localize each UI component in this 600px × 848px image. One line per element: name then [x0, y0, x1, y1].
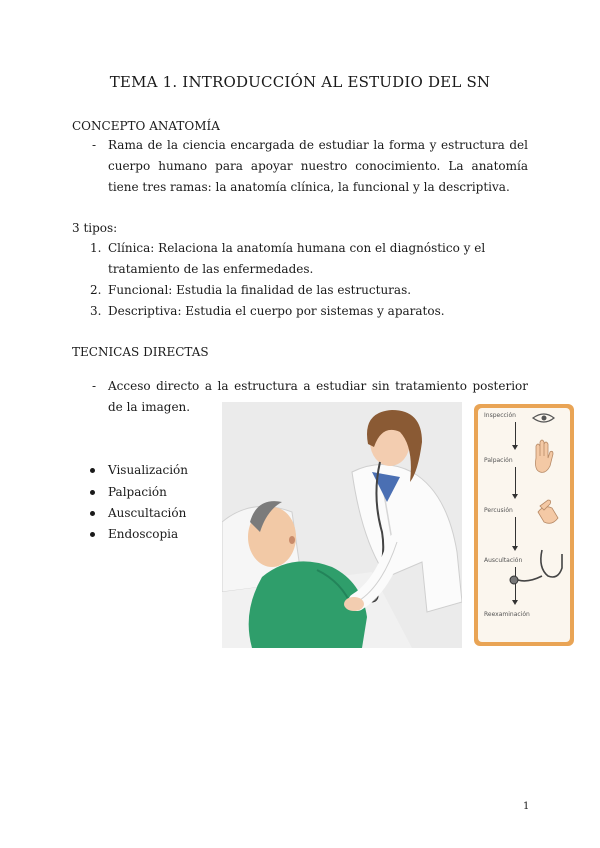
page-title: TEMA 1. INTRODUCCIÓN AL ESTUDIO DEL SN — [109, 73, 491, 91]
bullet-icon — [90, 511, 95, 516]
concept-dash: - — [92, 138, 97, 152]
list-item: Descriptiva: Estudia el cuerpo por sistemas y aparatos. — [108, 304, 445, 318]
tecnicas-heading: TECNICAS DIRECTAS — [72, 345, 209, 359]
step-label: Palpación — [484, 457, 513, 464]
page-number: 1 — [523, 801, 530, 812]
concept-heading: CONCEPTO ANATOMÍA — [72, 119, 220, 133]
bullet-item: Palpación — [108, 485, 167, 499]
fingers-icon — [538, 500, 558, 523]
list-item-number: 1. — [90, 241, 102, 255]
bullet-item: Visualización — [108, 463, 188, 477]
tecnicas-dash: - — [92, 379, 97, 393]
step-label: Percusión — [484, 507, 513, 514]
bullet-icon — [90, 532, 95, 537]
bullet-item: Endoscopia — [108, 527, 179, 541]
tecnicas-paragraph: Acceso directo a la estructura a estudiar sin tratamiento posterior de la imagen. — [108, 379, 528, 414]
doctor-patient-drawing — [222, 402, 462, 648]
eye-icon — [533, 414, 554, 422]
bullet-item: Auscultación — [108, 506, 187, 520]
bullet-icon — [90, 468, 95, 473]
hand-icon — [536, 440, 554, 472]
list-item: Funcional: Estudia la finalidad de las estructuras. — [108, 283, 412, 297]
step-label: Auscultación — [484, 557, 523, 564]
tipos-heading: 3 tipos: — [72, 221, 118, 235]
concept-paragraph: Rama de la ciencia encargada de estudiar la forma y estructura del cuerpo humano para apoyar nuestro conocimiento. La anatomía tiene tres ramas: la anatomía clínica, la funcional y la descriptiva. — [108, 138, 528, 194]
steps-inner — [478, 408, 570, 642]
stethoscope-icon — [510, 550, 562, 584]
steps-icons — [478, 408, 570, 642]
step-label: Reexaminación — [484, 611, 530, 618]
doctor-patient-illustration — [222, 402, 462, 648]
exploration-steps-panel — [474, 404, 574, 646]
step-label: Inspección — [484, 412, 516, 419]
list-item-number: 2. — [90, 283, 102, 297]
list-item-number: 3. — [90, 304, 102, 318]
list-item: Clínica: Relaciona la anatomía humana con el diagnóstico y el tratamiento de las enfermedades. — [108, 241, 486, 276]
bullet-icon — [90, 490, 95, 495]
